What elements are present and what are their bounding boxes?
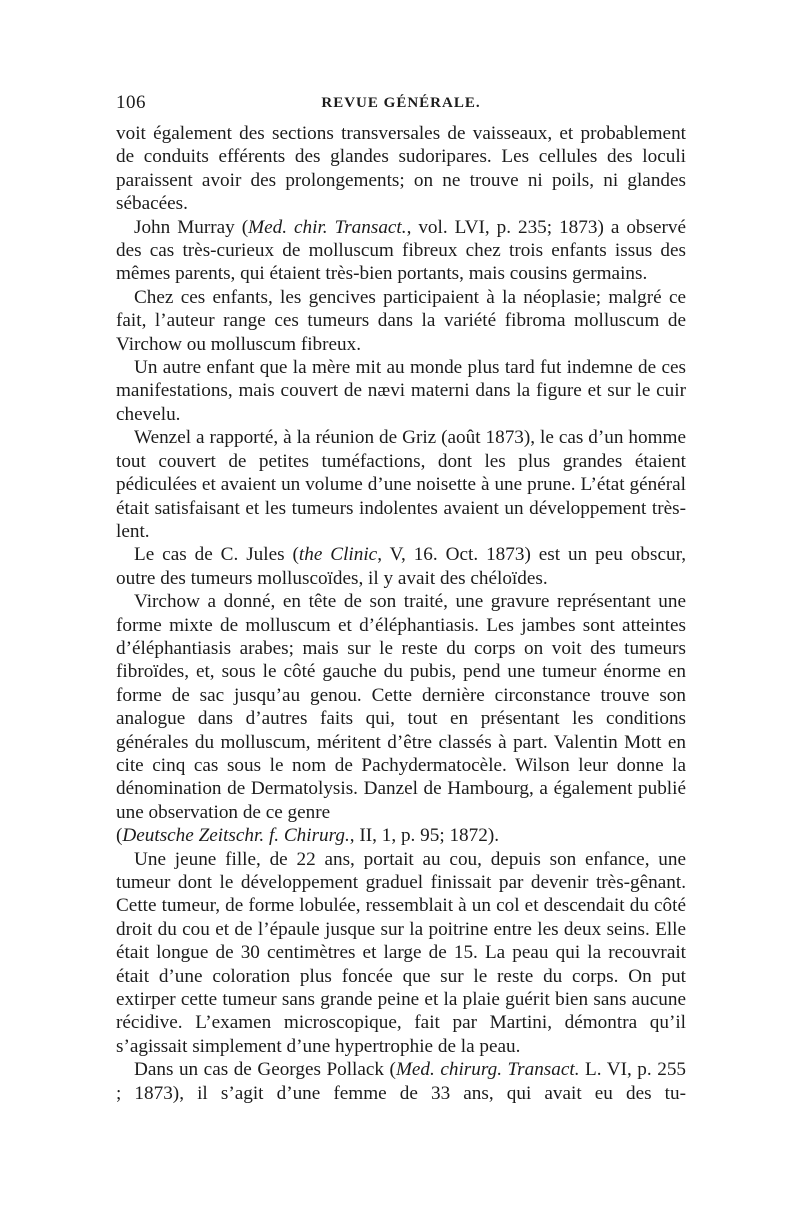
paragraph: Une jeune fille, de 22 ans, portait au cou, depuis son enfance, une tumeur dont le développement graduel finissait par devenir très-gênant. Cette tumeur, de forme lobulée, ressemblait à un col et descendait du côté droit du cou et de l’épaule jusque sur la poitrine entre les deux seins. Elle était longue de 30 centimètres et large de 15. La peau qui la recouvrait était d’une coloration plus foncée que sur le reste du corps. On put extirper cette tumeur sans grande peine et la plaie guérit bien sans aucune récidive. L’examen microscopique, fait par Martini, démontra qu’il s’agissait simplement d’une hypertrophie de la peau. (116, 848, 686, 1057)
paragraph-text: , II, 1, p. 95; 1872). (349, 825, 500, 847)
running-header (116, 92, 686, 122)
paragraph (116, 1058, 686, 1105)
paragraph: Un autre enfant que la mère mit au monde plus tard fut indemne de ces manifestations, mais couvert de nævi materni dans la figure et sur le cuir chevelu. (116, 357, 686, 425)
paragraph-text: , V, 16. Oct. 1873) est un peu obscur, outre des tumeurs molluscoïdes, il y avait des chéloïdes. (116, 544, 686, 589)
paragraph-text: Dans un cas de Georges Pollack ( (134, 1059, 396, 1081)
paragraph-text: L. VI, p. 255 ; 1873), il s’agit d’une femme de 33 ans, qui avait eu des tu- (116, 1059, 687, 1104)
paragraph: Virchow a donné, en tête de son traité, une gravure représentant une forme mixte de molluscum et d’éléphantiasis. Les jambes sont atteintes d’éléphantiasis arabes; mais sur le reste du corps on voit des tumeurs fibroïdes, et, sous le côté gauche du pubis, pend une tumeur énorme en forme de sac jusqu’au genou. Cette dernière circonstance trouve son analogue dans d’autres faits qui, tout en présentant les conditions générales du molluscum, méritent d’être classés à part. Valentin Mott en cite cinq cas sous le nom de Pachydermatocèle. Wilson leur donne la dénomination de Dermatolysis. Danzel de Hambourg, a également publié une observation de ce genre (116, 591, 686, 823)
body-text (116, 122, 686, 1105)
running-title: REVUE GÉNÉRALE. (321, 95, 481, 111)
citation-title: the Clinic (298, 544, 378, 566)
paragraph-text: John Murray ( (134, 216, 249, 238)
paragraph-text: Le cas de C. Jules ( (134, 544, 299, 566)
paragraph-continuation (116, 824, 686, 847)
citation-title: Med. chirurg. Transact. (395, 1059, 580, 1081)
citation-title: Med. chir. Transact. (248, 216, 407, 238)
paragraph: Chez ces enfants, les gencives participaient à la néoplasie; malgré ce fait, l’auteur range ces tumeurs dans la variété fibroma molluscum de Virchow ou molluscum fibreux. (116, 286, 686, 355)
document-page (116, 92, 686, 1105)
paragraph: voit également des sections transversales de vaisseaux, et probablement de conduits efférents des glandes sudoripares. Les cellules des loculi paraissent avoir des prolongements; on ne trouve ni poils, ni glandes sébacées. (116, 123, 686, 215)
paragraph (116, 543, 686, 590)
paragraph (116, 216, 686, 286)
citation-title: Deutsche Zeitschr. f. Chirurg. (122, 825, 350, 847)
paragraph-text: , vol. LVI, p. 235; 1873) a observé des cas très-curieux de molluscum fibreux chez trois enfants issus des mêmes parents, qui étaient très-bien portants, mais cousins germains. (116, 216, 686, 285)
paragraph-text: ( (116, 825, 123, 847)
paragraph: Wenzel a rapporté, à la réunion de Griz (août 1873), le cas d’un homme tout couvert de petites tuméfactions, dont les plus grandes étaient pédiculées et avaient un volume d’une noisette à une prune. L’état général était satisfaisant et les tumeurs indolentes avaient un développement très-lent. (116, 427, 686, 542)
page-number: 106 (116, 92, 146, 113)
